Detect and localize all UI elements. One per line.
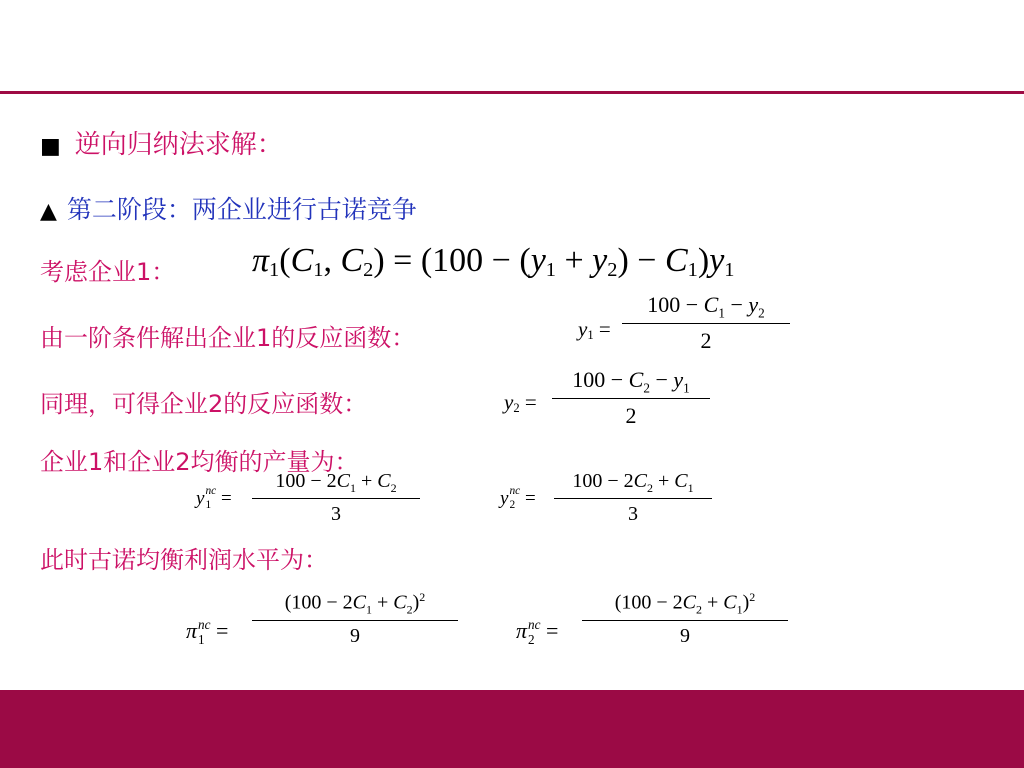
firm2-profit-fraction: $\frac{(100 - 2C_2 + C_1)^2}{9}$	[582, 590, 788, 648]
stage-title	[40, 190, 417, 226]
firm1-profit-lhs: π nc 1 =	[186, 616, 229, 647]
firm2-reaction-text: 同理，可得企业2的反应函数：	[40, 390, 368, 418]
equilibrium-profit-text: 此时古诺均衡利润水平为：	[40, 546, 328, 574]
firm1-reaction-fraction: $\frac{100 - C_1 - y_2}{2}$	[622, 292, 790, 354]
top-divider	[0, 91, 1024, 94]
stage-title-text: 第二阶段：两企业进行古诺竞争	[66, 195, 417, 224]
firm2-profit-lhs: π nc 2 =	[516, 616, 559, 647]
firm1-output-lhs: y nc 1 =	[196, 485, 232, 511]
triangle-bullet-icon: ▲	[40, 199, 57, 224]
square-bullet-icon: ■	[40, 134, 61, 159]
firm2-reaction-fraction: $\frac{100 - C_2 - y_1}{2}$	[552, 367, 710, 429]
firm2-output-lhs: y nc 2 =	[500, 485, 536, 511]
heading-text: 逆向归纳法求解：	[74, 130, 283, 160]
profit-function-formula: $\pi_1(C_1$, $C_2) = (100 - (y_1 + y_2) - C_1)y_1$	[252, 242, 735, 282]
firm1-reaction-lhs: $y_1$ =	[578, 317, 611, 343]
bottom-band	[0, 690, 1024, 768]
firm2-reaction-lhs: $y_2$ =	[504, 390, 537, 416]
firm1-output-fraction: $\frac{100 - 2C_1 + C_2}{3}$	[252, 470, 420, 526]
firm2-output-fraction: $\frac{100 - 2C_2 + C_1}{3}$	[554, 470, 712, 526]
heading	[40, 124, 283, 161]
firm1-reaction-text: 由一阶条件解出企业1的反应函数：	[40, 324, 416, 352]
firm1-profit-fraction: $\frac{(100 - 2C_1 + C_2)^2}{9}$	[252, 590, 458, 648]
equilibrium-output-text: 企业1和企业2均衡的产量为：	[40, 448, 359, 476]
consider-firm1-text: 考虑企业1：	[40, 258, 176, 286]
